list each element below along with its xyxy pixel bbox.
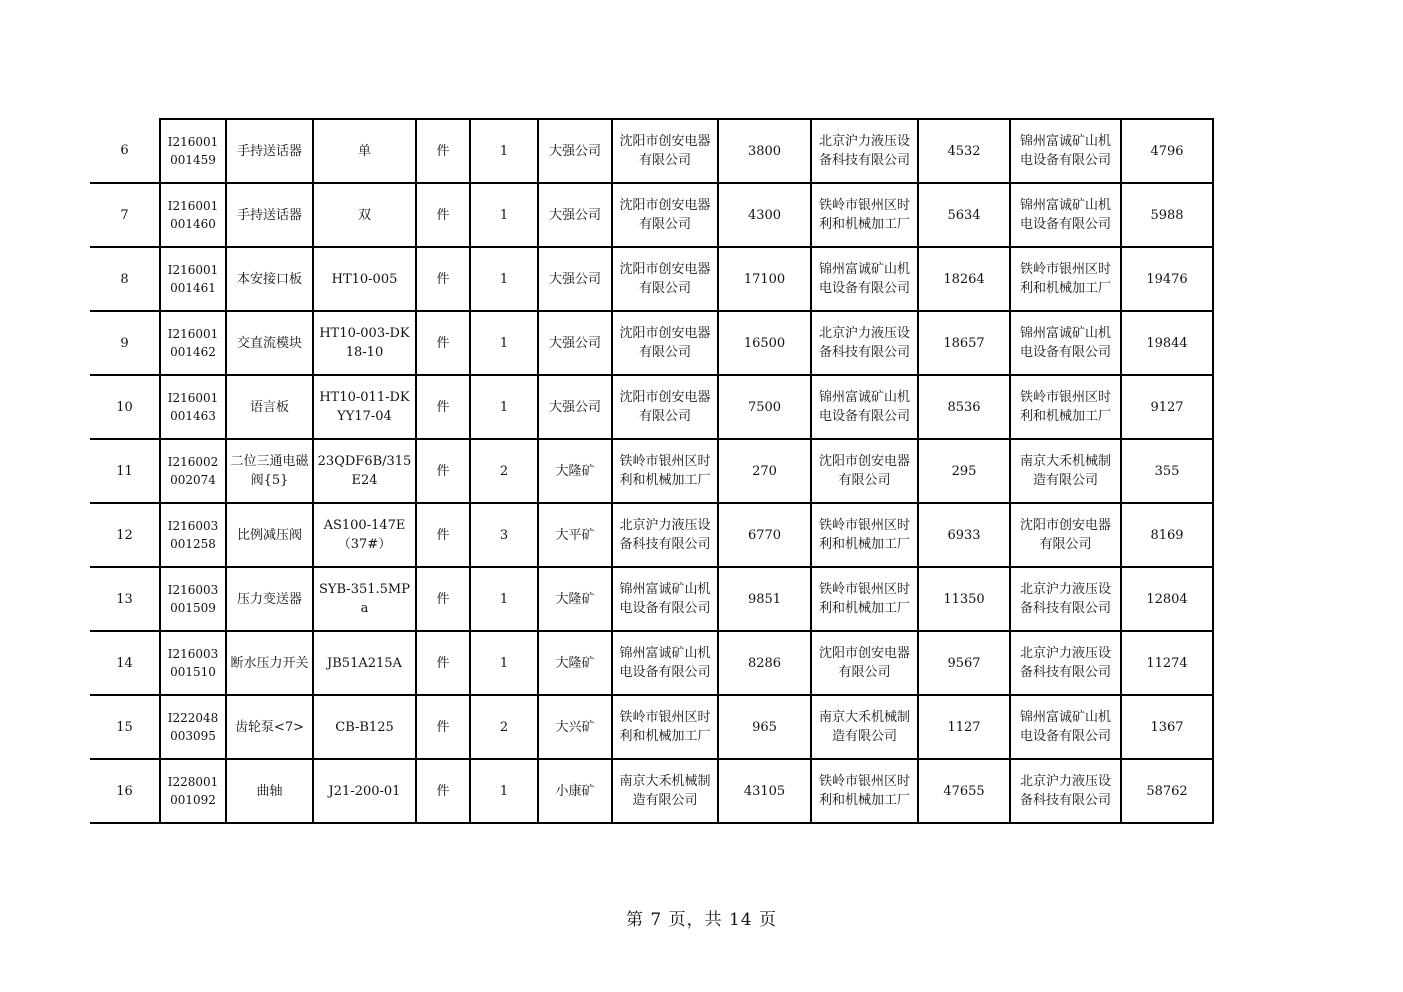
supplier-3-cell: 北京沪力液压设备科技有限公司 (1010, 631, 1121, 695)
item-spec-cell: CB-B125 (313, 695, 416, 759)
row-number-cell: 12 (90, 503, 160, 567)
price-2-cell: 47655 (918, 759, 1010, 823)
price-2-cell: 295 (918, 439, 1010, 503)
item-quantity-cell: 1 (470, 247, 538, 311)
price-3-cell: 5988 (1121, 183, 1213, 247)
item-name-cell: 比例减压阀 (226, 503, 313, 567)
price-2-cell: 8536 (918, 375, 1010, 439)
item-name-cell: 交直流模块 (226, 311, 313, 375)
supplier-2-cell: 沈阳市创安电器有限公司 (811, 631, 918, 695)
supplier-3-cell: 南京大禾机械制造有限公司 (1010, 439, 1121, 503)
supplier-3-cell: 锦州富诚矿山机电设备有限公司 (1010, 119, 1121, 183)
price-1-cell: 4300 (718, 183, 811, 247)
price-2-cell: 18657 (918, 311, 1010, 375)
supplier-1-cell: 沈阳市创安电器有限公司 (612, 375, 718, 439)
price-3-cell: 19476 (1121, 247, 1213, 311)
row-number-cell: 10 (90, 375, 160, 439)
supplier-1-cell: 沈阳市创安电器有限公司 (612, 119, 718, 183)
item-code-cell: I216001001459 (160, 119, 226, 183)
item-quantity-cell: 1 (470, 183, 538, 247)
item-code-cell: I216001001462 (160, 311, 226, 375)
item-spec-cell: 双 (313, 183, 416, 247)
supplier-2-cell: 北京沪力液压设备科技有限公司 (811, 119, 918, 183)
supplier-1-cell: 南京大禾机械制造有限公司 (612, 759, 718, 823)
supplier-1-cell: 铁岭市银州区时利和机械加工厂 (612, 439, 718, 503)
supplier-2-cell: 锦州富诚矿山机电设备有限公司 (811, 375, 918, 439)
item-name-cell: 本安接口板 (226, 247, 313, 311)
price-3-cell: 19844 (1121, 311, 1213, 375)
item-unit-cell: 件 (416, 503, 470, 567)
item-unit-cell: 件 (416, 439, 470, 503)
item-code-cell: I216001001460 (160, 183, 226, 247)
item-name-cell: 二位三通电磁阀{5} (226, 439, 313, 503)
item-quantity-cell: 1 (470, 759, 538, 823)
item-name-cell: 曲轴 (226, 759, 313, 823)
item-name-cell: 手持送话器 (226, 119, 313, 183)
item-code-cell: I216003001510 (160, 631, 226, 695)
item-unit-cell: 件 (416, 567, 470, 631)
price-3-cell: 58762 (1121, 759, 1213, 823)
supplier-1-cell: 锦州富诚矿山机电设备有限公司 (612, 631, 718, 695)
item-quantity-cell: 2 (470, 695, 538, 759)
price-2-cell: 6933 (918, 503, 1010, 567)
row-number-cell: 14 (90, 631, 160, 695)
price-1-cell: 270 (718, 439, 811, 503)
item-unit-cell: 件 (416, 183, 470, 247)
price-3-cell: 9127 (1121, 375, 1213, 439)
item-name-cell: 齿轮泵<7> (226, 695, 313, 759)
supplier-2-cell: 沈阳市创安电器有限公司 (811, 439, 918, 503)
supplier-1-cell: 沈阳市创安电器有限公司 (612, 247, 718, 311)
requesting-unit-cell: 大隆矿 (538, 631, 612, 695)
item-code-cell: I222048003095 (160, 695, 226, 759)
supplier-3-cell: 北京沪力液压设备科技有限公司 (1010, 567, 1121, 631)
table-row (90, 439, 1213, 503)
item-unit-cell: 件 (416, 631, 470, 695)
price-1-cell: 9851 (718, 567, 811, 631)
supplier-2-cell: 铁岭市银州区时利和机械加工厂 (811, 503, 918, 567)
price-1-cell: 16500 (718, 311, 811, 375)
item-spec-cell: HT10-011-DKYY17-04 (313, 375, 416, 439)
item-unit-cell: 件 (416, 247, 470, 311)
item-name-cell: 压力变送器 (226, 567, 313, 631)
supplier-1-cell: 沈阳市创安电器有限公司 (612, 183, 718, 247)
item-code-cell: I216001001463 (160, 375, 226, 439)
table-row (90, 183, 1213, 247)
supplier-2-cell: 锦州富诚矿山机电设备有限公司 (811, 247, 918, 311)
row-number-cell: 13 (90, 567, 160, 631)
price-2-cell: 18264 (918, 247, 1010, 311)
item-spec-cell: HT10-003-DK18-10 (313, 311, 416, 375)
supplier-2-cell: 铁岭市银州区时利和机械加工厂 (811, 183, 918, 247)
price-2-cell: 9567 (918, 631, 1010, 695)
price-1-cell: 8286 (718, 631, 811, 695)
item-quantity-cell: 2 (470, 439, 538, 503)
price-3-cell: 12804 (1121, 567, 1213, 631)
item-code-cell: I216001001461 (160, 247, 226, 311)
supplier-1-cell: 北京沪力液压设备科技有限公司 (612, 503, 718, 567)
supplier-2-cell: 铁岭市银州区时利和机械加工厂 (811, 759, 918, 823)
supplier-3-cell: 锦州富诚矿山机电设备有限公司 (1010, 183, 1121, 247)
supplier-1-cell: 沈阳市创安电器有限公司 (612, 311, 718, 375)
item-code-cell: I216003001509 (160, 567, 226, 631)
supplier-3-cell: 锦州富诚矿山机电设备有限公司 (1010, 695, 1121, 759)
item-quantity-cell: 1 (470, 311, 538, 375)
requesting-unit-cell: 大强公司 (538, 119, 612, 183)
item-code-cell: I216002002074 (160, 439, 226, 503)
requesting-unit-cell: 大隆矿 (538, 567, 612, 631)
price-1-cell: 17100 (718, 247, 811, 311)
table-row (90, 631, 1213, 695)
table-row (90, 503, 1213, 567)
item-unit-cell: 件 (416, 759, 470, 823)
supplier-1-cell: 锦州富诚矿山机电设备有限公司 (612, 567, 718, 631)
item-spec-cell: JB51A215A (313, 631, 416, 695)
price-2-cell: 4532 (918, 119, 1010, 183)
supplier-3-cell: 沈阳市创安电器有限公司 (1010, 503, 1121, 567)
item-code-cell: I228001001092 (160, 759, 226, 823)
item-spec-cell: J21-200-01 (313, 759, 416, 823)
item-unit-cell: 件 (416, 375, 470, 439)
supplier-3-cell: 铁岭市银州区时利和机械加工厂 (1010, 247, 1121, 311)
row-number-cell: 6 (90, 119, 160, 183)
item-quantity-cell: 1 (470, 119, 538, 183)
item-spec-cell: 23QDF6B/315E24 (313, 439, 416, 503)
requesting-unit-cell: 大兴矿 (538, 695, 612, 759)
supplier-3-cell: 北京沪力液压设备科技有限公司 (1010, 759, 1121, 823)
table-row (90, 311, 1213, 375)
price-2-cell: 5634 (918, 183, 1010, 247)
price-3-cell: 1367 (1121, 695, 1213, 759)
row-number-cell: 7 (90, 183, 160, 247)
price-1-cell: 7500 (718, 375, 811, 439)
supplier-3-cell: 锦州富诚矿山机电设备有限公司 (1010, 311, 1121, 375)
row-number-cell: 8 (90, 247, 160, 311)
price-comparison-table (90, 118, 1214, 824)
price-1-cell: 6770 (718, 503, 811, 567)
item-quantity-cell: 3 (470, 503, 538, 567)
item-quantity-cell: 1 (470, 631, 538, 695)
price-3-cell: 11274 (1121, 631, 1213, 695)
price-3-cell: 4796 (1121, 119, 1213, 183)
price-1-cell: 3800 (718, 119, 811, 183)
item-name-cell: 手持送话器 (226, 183, 313, 247)
requesting-unit-cell: 大强公司 (538, 247, 612, 311)
item-quantity-cell: 1 (470, 567, 538, 631)
item-name-cell: 断水压力开关 (226, 631, 313, 695)
page-footer: 第 7 页，共 14 页 (625, 910, 778, 930)
table-row (90, 375, 1213, 439)
requesting-unit-cell: 大强公司 (538, 311, 612, 375)
price-3-cell: 355 (1121, 439, 1213, 503)
item-unit-cell: 件 (416, 311, 470, 375)
row-number-cell: 9 (90, 311, 160, 375)
item-code-cell: I216003001258 (160, 503, 226, 567)
requesting-unit-cell: 大隆矿 (538, 439, 612, 503)
supplier-1-cell: 铁岭市银州区时利和机械加工厂 (612, 695, 718, 759)
supplier-2-cell: 北京沪力液压设备科技有限公司 (811, 311, 918, 375)
item-quantity-cell: 1 (470, 375, 538, 439)
table-row (90, 567, 1213, 631)
supplier-2-cell: 南京大禾机械制造有限公司 (811, 695, 918, 759)
row-number-cell: 15 (90, 695, 160, 759)
price-3-cell: 8169 (1121, 503, 1213, 567)
table-row (90, 119, 1213, 183)
requesting-unit-cell: 小康矿 (538, 759, 612, 823)
row-number-cell: 16 (90, 759, 160, 823)
item-spec-cell: 单 (313, 119, 416, 183)
price-1-cell: 43105 (718, 759, 811, 823)
item-spec-cell: AS100-147E（37#） (313, 503, 416, 567)
supplier-2-cell: 铁岭市银州区时利和机械加工厂 (811, 567, 918, 631)
price-2-cell: 11350 (918, 567, 1010, 631)
item-name-cell: 语言板 (226, 375, 313, 439)
price-2-cell: 1127 (918, 695, 1010, 759)
table-row (90, 247, 1213, 311)
row-number-cell: 11 (90, 439, 160, 503)
table-row (90, 759, 1213, 823)
item-spec-cell: SYB-351.5MPa (313, 567, 416, 631)
item-spec-cell: HT10-005 (313, 247, 416, 311)
price-1-cell: 965 (718, 695, 811, 759)
requesting-unit-cell: 大强公司 (538, 375, 612, 439)
item-unit-cell: 件 (416, 695, 470, 759)
requesting-unit-cell: 大强公司 (538, 183, 612, 247)
requesting-unit-cell: 大平矿 (538, 503, 612, 567)
supplier-3-cell: 铁岭市银州区时利和机械加工厂 (1010, 375, 1121, 439)
item-unit-cell: 件 (416, 119, 470, 183)
table-row (90, 695, 1213, 759)
